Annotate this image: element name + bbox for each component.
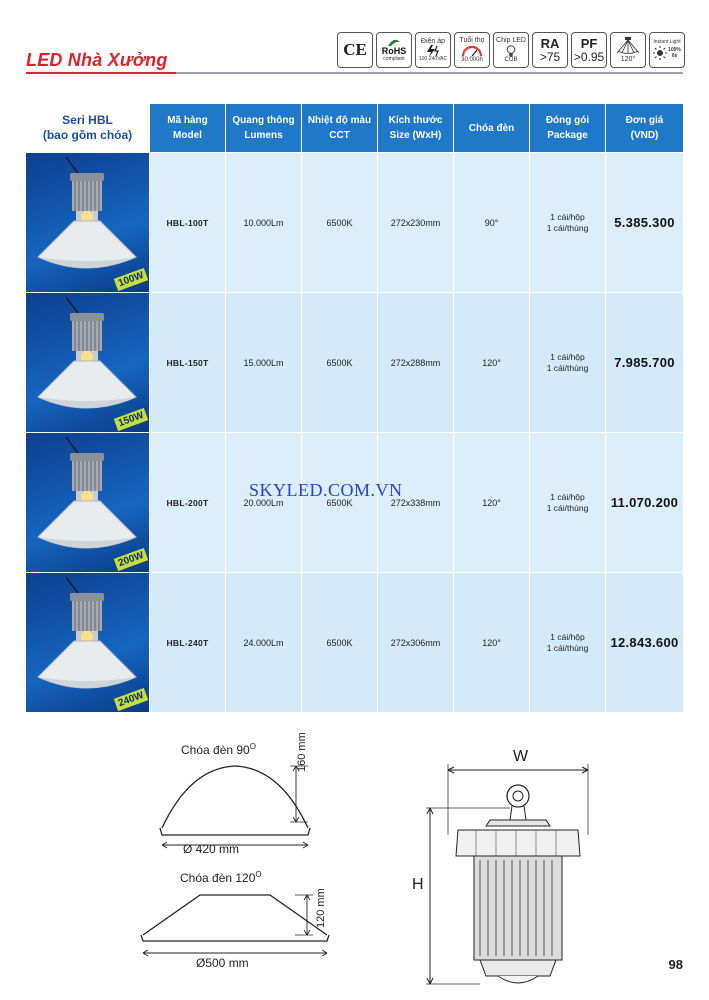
- chip-led-icon: Chip LED COB: [493, 32, 529, 68]
- model-cell: HBL-150T: [149, 293, 225, 432]
- series-label: Seri HBL (bao gồm chóa): [26, 104, 149, 152]
- price-cell: 12.843.600: [605, 573, 683, 712]
- lumens-cell: 24.000Lm: [225, 573, 301, 712]
- table-header: [26, 104, 683, 152]
- product-image: [26, 293, 149, 432]
- page-header: [0, 0, 709, 80]
- wattage-badge: 100W: [114, 268, 149, 291]
- cct-cell: 6500K: [301, 293, 377, 432]
- high-bay-lamp-icon: [26, 433, 149, 572]
- cct-cell: 6500K: [301, 573, 377, 712]
- product-image: [26, 433, 149, 572]
- product-image: [26, 153, 149, 292]
- column-header-model: Mã hàng Model: [149, 104, 225, 152]
- reflector-120-height: 120 mm: [315, 888, 327, 928]
- high-bay-lamp-icon: [26, 153, 149, 292]
- lumens-cell: 20.000Lm: [225, 433, 301, 572]
- column-header-reflector: Chóa đèn: [453, 104, 529, 152]
- reflector-120-diameter: Ø500 mm: [196, 956, 249, 970]
- reflector-120-drawing: [135, 885, 335, 965]
- size-cell: 272x338mm: [377, 433, 453, 572]
- table-row: [26, 432, 683, 572]
- reflector-90-diameter: Ø 420 mm: [183, 842, 240, 856]
- title-underline: [26, 72, 176, 74]
- package-cell: 1 cái/hộp 1 cái/thùng: [529, 153, 605, 292]
- package-cell: 1 cái/hộp 1 cái/thùng: [529, 433, 605, 572]
- size-cell: 272x306mm: [377, 573, 453, 712]
- table-row: [26, 152, 683, 292]
- reflector-cell: 120°: [453, 433, 529, 572]
- rohs-icon: RoHS compliant: [376, 32, 412, 68]
- page-title: LED Nhà Xưởng: [26, 50, 168, 70]
- page-number: 98: [668, 957, 683, 972]
- high-bay-lamp-icon: [26, 573, 149, 712]
- package-cell: 1 cái/hộp 1 cái/thùng: [529, 573, 605, 712]
- reflector-cell: 120°: [453, 293, 529, 432]
- ra-icon: RA >75: [532, 32, 568, 68]
- high-bay-lamp-icon: [26, 293, 149, 432]
- ce-mark-icon: CE: [337, 32, 373, 68]
- price-table: [26, 104, 683, 712]
- table-row: [26, 572, 683, 712]
- fixture-width-label: W: [513, 748, 529, 765]
- dimension-diagrams: [0, 730, 709, 1000]
- reflector-90-title: Chóa đèn $90^O$: [181, 742, 256, 757]
- reflector-90-height: 160 mm: [296, 732, 308, 772]
- column-header-cct: Nhiệt độ màu CCT: [301, 104, 377, 152]
- lumens-cell: 10.000Lm: [225, 153, 301, 292]
- reflector-cell: 120°: [453, 573, 529, 712]
- instant-light-icon: Instant Light 100% 0s: [649, 32, 685, 68]
- column-header-size: Kích thước Size (WxH): [377, 104, 453, 152]
- beam-angle-icon: 120°: [610, 32, 646, 68]
- reflector-120-title: Chóa đèn $120^O$: [180, 870, 262, 885]
- certification-badges: [337, 32, 685, 68]
- wattage-badge: 150W: [114, 408, 149, 431]
- column-header-price: Đơn giá (VND): [605, 104, 683, 152]
- cct-cell: 6500K: [301, 433, 377, 572]
- reflector-cell: 90°: [453, 153, 529, 292]
- wattage-badge: 200W: [114, 548, 149, 571]
- watermark: SKYLED.COM.VN: [249, 480, 403, 500]
- size-cell: 272x230mm: [377, 153, 453, 292]
- fixture-drawing: [420, 760, 600, 985]
- package-cell: 1 cái/hộp 1 cái/thùng: [529, 293, 605, 432]
- model-cell: HBL-240T: [149, 573, 225, 712]
- lifetime-icon: Tuổi thọ 30.000h: [454, 32, 490, 68]
- price-cell: 11.070.200: [605, 433, 683, 572]
- header-divider: [176, 72, 683, 74]
- column-header-lumens: Quang thông Lumens: [225, 104, 301, 152]
- wattage-badge: 240W: [114, 688, 149, 711]
- fixture-height-label: H: [412, 876, 424, 893]
- model-cell: HBL-100T: [149, 153, 225, 292]
- pf-icon: PF >0.95: [571, 32, 607, 68]
- price-cell: 5.385.300: [605, 153, 683, 292]
- table-row: [26, 292, 683, 432]
- size-cell: 272x288mm: [377, 293, 453, 432]
- column-header-package: Đóng gói Package: [529, 104, 605, 152]
- product-image: [26, 573, 149, 712]
- model-cell: HBL-200T: [149, 433, 225, 572]
- voltage-icon: Điện áp 100-240VAC: [415, 32, 451, 68]
- cct-cell: 6500K: [301, 153, 377, 292]
- lumens-cell: 15.000Lm: [225, 293, 301, 432]
- price-cell: 7.985.700: [605, 293, 683, 432]
